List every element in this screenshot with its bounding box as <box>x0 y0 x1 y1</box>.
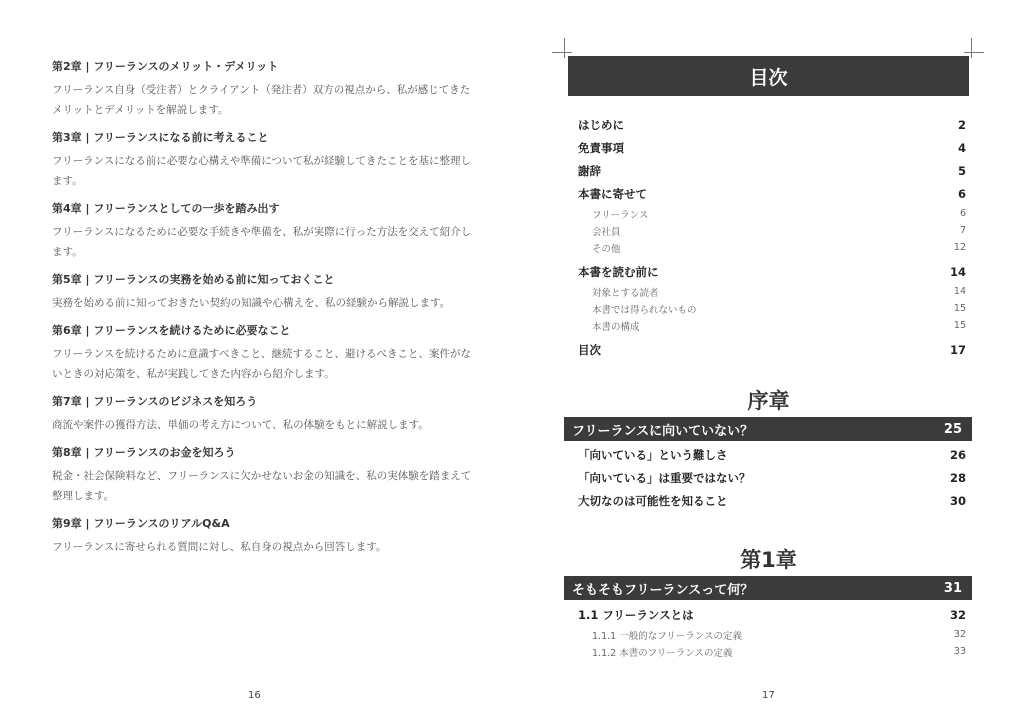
page-number: 17 <box>762 690 775 701</box>
toc-entry-label: 1.1 フリーランスとは <box>578 607 694 622</box>
crop-mark <box>552 52 572 53</box>
toc-header: 目次 <box>568 56 969 96</box>
chapter1-title-band[interactable] <box>564 576 972 600</box>
chapter-summary <box>52 201 472 262</box>
toc-entry[interactable] <box>578 136 966 159</box>
toc-entry[interactable] <box>578 260 966 283</box>
toc-entry-label: 本書では得られないもの <box>592 304 697 316</box>
toc-entry[interactable] <box>578 113 966 136</box>
toc-entry-label: 免責事項 <box>578 140 624 155</box>
toc-entry-page: 14 <box>953 286 966 297</box>
toc-subentry[interactable] <box>578 300 966 317</box>
chapter-summaries <box>52 59 472 567</box>
toc-subentry[interactable] <box>578 626 966 643</box>
band-title: そもそもフリーランスって何？ <box>572 582 754 598</box>
toc-subentry[interactable] <box>578 239 966 256</box>
chapter-description: 税金・社会保険料など、フリーランスに欠かせないお金の知識を、私の実体験を踏まえて整理します。 <box>52 470 472 502</box>
toc-prologue <box>578 443 966 512</box>
chapter-title: 第3章 | フリーランスになる前に考えること <box>52 131 269 144</box>
chapter-description: 商流や案件の獲得方法、単価の考え方について、私の体験をもとに解説します。 <box>52 419 429 431</box>
toc-entry-label: 本書を読む前に <box>578 264 659 279</box>
toc-entry[interactable] <box>578 603 966 626</box>
chapter-title: 第7章 | フリーランスのビジネスを知ろう <box>52 395 258 408</box>
band-title: フリーランスに向いていない？ <box>572 423 754 439</box>
toc-entry[interactable] <box>578 338 966 361</box>
toc-entry-page: 32 <box>949 607 966 622</box>
chapter-title: 第2章 | フリーランスのメリット・デメリット <box>52 60 279 73</box>
chapter-summary <box>52 272 472 313</box>
toc-entry-page: 17 <box>949 342 966 357</box>
chapter-summary <box>52 516 472 557</box>
chapter-title: 第5章 | フリーランスの実務を始める前に知っておくこと <box>52 273 335 286</box>
toc-entry-page: 7 <box>959 225 966 236</box>
band-page: 31 <box>943 580 962 596</box>
toc-entry[interactable] <box>578 443 966 466</box>
toc-entry-label: 会社員 <box>592 226 621 238</box>
toc-subentry[interactable] <box>578 283 966 300</box>
chapter-summary <box>52 323 472 384</box>
chapter-description: フリーランスになるために必要な手続きや準備を、私が実際に行った方法を交えて紹介します。 <box>52 226 472 258</box>
toc-entry-label: 1.1.2 本書のフリーランスの定義 <box>592 647 733 659</box>
toc-entry-label: 「向いている」という難しさ <box>578 447 728 462</box>
toc-entry-label: 本書の構成 <box>592 321 640 333</box>
toc-entry-label: フリーランス <box>592 209 649 221</box>
toc-entry-page: 28 <box>949 470 966 485</box>
toc-entry[interactable] <box>578 489 966 512</box>
toc-subentry[interactable] <box>578 205 966 222</box>
crop-mark <box>971 38 972 58</box>
toc-subentry[interactable] <box>578 643 966 660</box>
toc-entry-page: 6 <box>959 208 966 219</box>
chapter-description: 実務を始める前に知っておきたい契約の知識や心構えを、私の経験から解説します。 <box>52 297 451 309</box>
toc-entry-label: 本書に寄せて <box>578 186 647 201</box>
toc-entry-page: 6 <box>957 186 966 201</box>
toc-entry-page: 5 <box>957 163 966 178</box>
toc-entry-label: はじめに <box>578 117 624 132</box>
toc-entry-page: 14 <box>949 264 966 279</box>
toc-entry-page: 15 <box>953 303 966 314</box>
toc-entry-label: その他 <box>592 243 621 255</box>
toc-entry-label: 目次 <box>578 342 601 357</box>
prologue-title-band[interactable] <box>564 417 972 441</box>
chapter-title: 第4章 | フリーランスとしての一歩を踏み出す <box>52 202 280 215</box>
page-number: 16 <box>248 690 261 701</box>
chapter-title: 第6章 | フリーランスを続けるために必要なこと <box>52 324 291 337</box>
toc-entry[interactable] <box>578 159 966 182</box>
chapter-summary <box>52 394 472 435</box>
toc-chapter1 <box>578 603 966 660</box>
toc-entry-page: 26 <box>949 447 966 462</box>
band-page: 25 <box>943 421 962 437</box>
toc-entry-page: 4 <box>957 140 966 155</box>
toc-subentry[interactable] <box>578 222 966 239</box>
crop-mark <box>964 52 984 53</box>
chapter-description: フリーランスになる前に必要な心構えや準備について私が経験してきたことを基に整理します。 <box>52 155 472 187</box>
toc-entry-page: 15 <box>953 320 966 331</box>
toc-entry-label: 「向いている」は重要ではない？ <box>578 470 751 485</box>
chapter-summary <box>52 130 472 191</box>
toc-entry-label: 大切なのは可能性を知ること <box>578 493 728 508</box>
toc-entry[interactable] <box>578 182 966 205</box>
chapter1-heading: 第1章 <box>740 548 797 572</box>
chapter-title: 第9章 | フリーランスのリアルQ&A <box>52 517 230 530</box>
chapter-summary <box>52 445 472 506</box>
toc-entry-label: 1.1.1 一般的なフリーランスの定義 <box>592 630 743 642</box>
prologue-heading: 序章 <box>747 389 790 413</box>
toc-entry-page: 12 <box>953 242 966 253</box>
toc-entry-page: 32 <box>953 629 966 640</box>
toc-entry-label: 謝辞 <box>578 163 601 178</box>
toc-entry-page: 33 <box>953 646 966 657</box>
right-page <box>512 0 1024 727</box>
chapter-description: フリーランス自身（受注者）とクライアント（発注者）双方の視点から、私が感じてきたメリットとデメリットを解説します。 <box>52 84 471 116</box>
chapter-description: フリーランスに寄せられる質問に対し、私自身の視点から回答します。 <box>52 541 387 553</box>
chapter-description: フリーランスを続けるために意識すべきこと、継続すること、避けるべきこと、案件がないときの対応策を、私が実践してきた内容から紹介します。 <box>52 348 472 380</box>
toc-entry[interactable] <box>578 466 966 489</box>
toc-front-matter <box>578 113 966 361</box>
toc-entry-page: 2 <box>957 117 966 132</box>
toc-entry-page: 30 <box>949 493 966 508</box>
toc-subentry[interactable] <box>578 317 966 334</box>
toc-entry-label: 対象とする読者 <box>592 287 659 299</box>
chapter-summary <box>52 59 472 120</box>
chapter-title: 第8章 | フリーランスのお金を知ろう <box>52 446 236 459</box>
crop-mark <box>564 38 565 58</box>
